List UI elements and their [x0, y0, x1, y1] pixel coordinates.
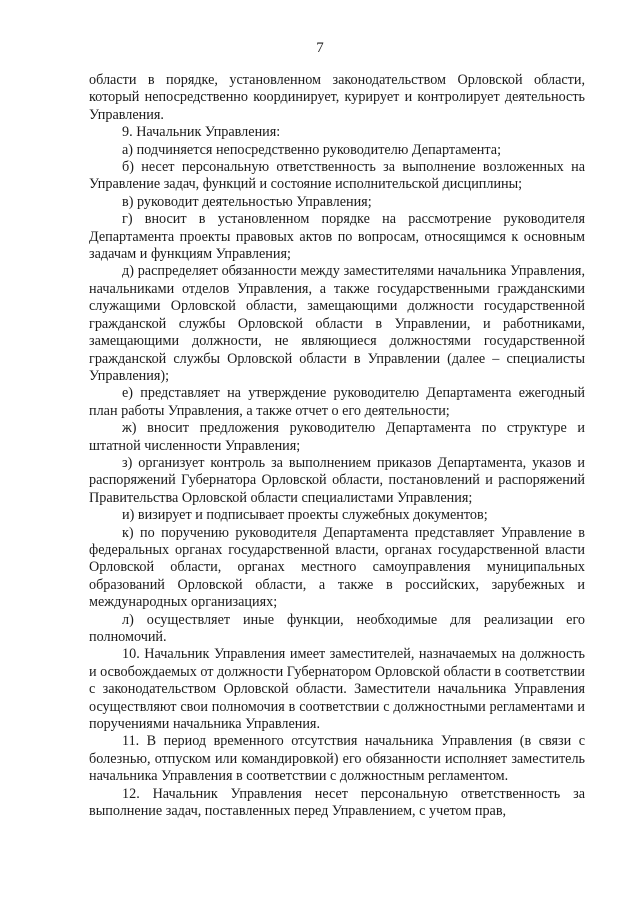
paragraph-subitem-a: а) подчиняется непосредственно руководителю Департамента; [122, 141, 502, 158]
paragraph-subitem-l: л) осуществляет иные функции, необходимые для реализации его полномочий. [89, 611, 585, 645]
paragraph-item-12: 12. Начальник Управления несет персональную ответственность за выполнение задач, поставленных перед Управлением, с учетом прав, [89, 785, 585, 820]
paragraph-subitem-k: к) по поручению руководителя Департамента представляет Управление в федеральных органах государственной власти, органах государственной власти Орловской области, органах местного самоуправления муниципальных образований Орловской области, а также в российских, зарубежных и международных организациях; [89, 524, 585, 611]
paragraph-subitem-g: г) вносит в установленном порядке на рассмотрение руководителя Департамента проекты правовых актов по вопросам, относящимся к основным задачам и функциям Управления; [89, 211, 585, 263]
paragraph-subitem-z: з) организует контроль за выполнением приказов Департамента, указов и распоряжений Губернатора Орловской области, постановлений и распоряжений Правительства Орловской области специалистами Управления; [89, 454, 585, 506]
document-body [89, 72, 585, 820]
paragraph-subitem-b: б) несет персональную ответственность за выполнение возложенных на Управление задач, функций и состояние исполнительской дисциплины; [89, 159, 585, 193]
paragraph-subitem-zh: ж) вносит предложения руководителю Департамента по структуре и штатной численности Управления; [89, 420, 585, 454]
paragraph-subitem-e: е) представляет на утверждение руководителю Департамента ежегодный план работы Управления, а также отчет о его деятельности; [89, 385, 585, 419]
paragraph-subitem-i: и) визирует и подписывает проекты служебных документов; [122, 507, 488, 524]
paragraph-item-10: 10. Начальник Управления имеет заместителей, назначаемых на должность и освобождаемых от должности Губернатором Орловской области в соответствии с законодательством Орловской области. Заместители начальника Управления осуществляют свои полномочия в соответствии с должностными регламентами и поручениями начальника Управления. [89, 646, 585, 733]
paragraph-subitem-v: в) руководит деятельностью Управления; [122, 193, 372, 210]
page-number: 7 [316, 40, 324, 56]
paragraph-item-11: 11. В период временного отсутствия начальника Управления (в связи с болезнью, отпуском или командировкой) его обязанности исполняет заместитель начальника Управления в соответствии с должностным регламентом. [89, 733, 585, 785]
paragraph-continuation: области в порядке, установленном законодательством Орловской области, который непосредственно координирует, курирует и контролирует деятельность Управления. [89, 72, 585, 123]
paragraph-subitem-d: д) распределяет обязанности между заместителями начальника Управления, начальниками отделов Управления, а также государственными гражданскими служащими Орловской области, замещающими должности государственной гражданской службы Орловской области в Управлении, и работниками, замещающими должности, не являющиеся должностями государственной гражданской службы Орловской области в Управлении (далее – специалисты Управления); [89, 263, 585, 384]
paragraph-item-9-heading: 9. Начальник Управления: [122, 124, 281, 141]
